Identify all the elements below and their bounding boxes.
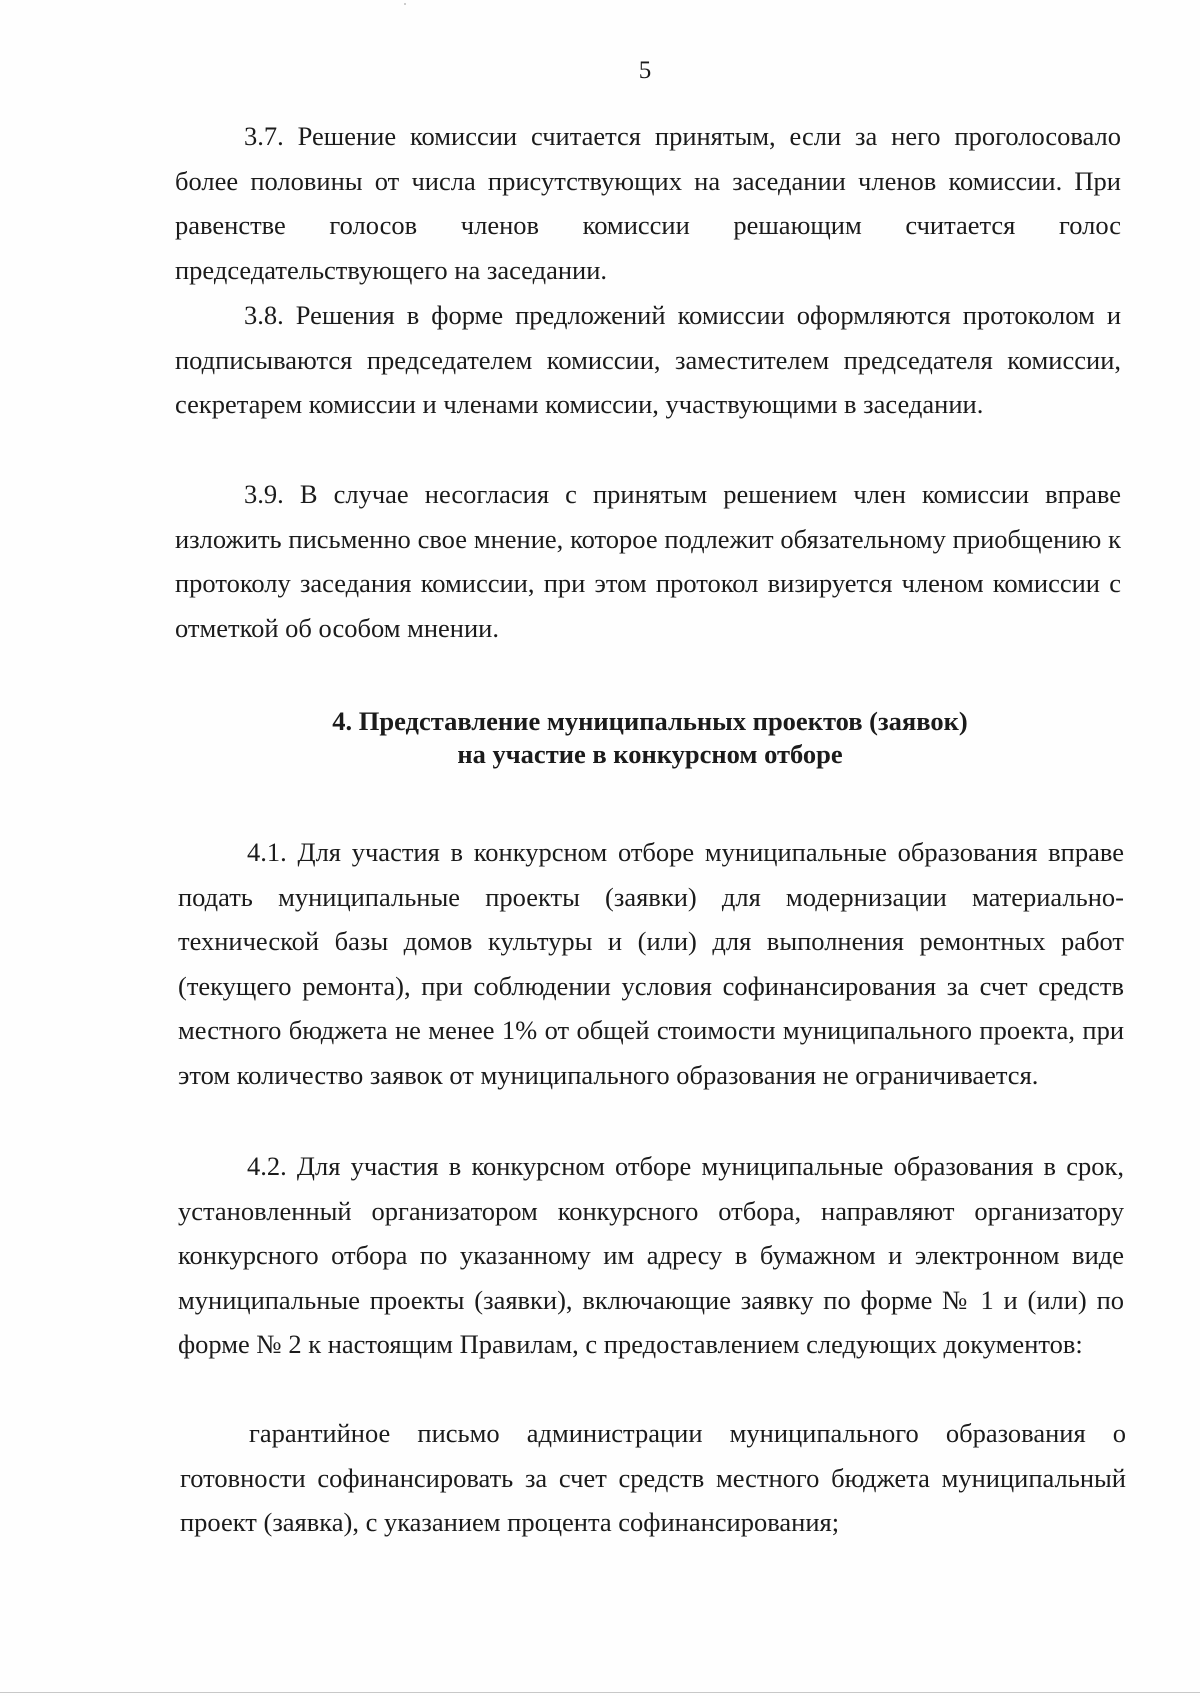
paragraph-3-9-text: 3.9. В случае несогласия с принятым решением член комиссии вправе изложить письменно свое мнение, которое подлежит обязательному приобщению к протоколу заседания комиссии, при этом протокол визируется членом комиссии с отметкой об особом мнении.	[175, 479, 1121, 643]
paragraph-4-1	[178, 830, 1124, 1097]
paragraph-4-2	[178, 1144, 1124, 1367]
paragraph-3-7	[175, 114, 1121, 292]
section-4-heading-line1: 4. Представление муниципальных проектов (заявок)	[332, 706, 968, 736]
scan-edge-line	[0, 1692, 1200, 1693]
paragraph-3-8-text: 3.8. Решения в форме предложений комиссии оформляются протоколом и подписываются председателем комиссии, заместителем председателя комиссии, секретарем комиссии и членами комиссии, участвующими в заседании.	[175, 300, 1121, 419]
paragraph-4-2-item-text: гарантийное письмо администрации муниципального образования о готовности софинансировать за счет средств местного бюджета муниципальный проект (заявка), с указанием процента софинансирования;	[180, 1418, 1126, 1537]
section-4-heading	[170, 705, 1130, 771]
scan-speck	[404, 3, 406, 5]
paragraph-3-9	[175, 472, 1121, 650]
paragraph-3-7-text: 3.7. Решение комиссии считается принятым, если за него проголосовало более половины от числа присутствующих на заседании членов комиссии. При равенстве голосов членов комиссии решающим считается голос председательствующего на заседании.	[175, 121, 1121, 285]
paragraph-3-8	[175, 293, 1121, 427]
paragraph-4-2-text: 4.2. Для участия в конкурсном отборе муниципальные образования в срок, установленный организатором конкурсного отбора, направляют организатору конкурсного отбора по указанному им адресу в бумажном и электронном виде муниципальные проекты (заявки), включающие заявку по форме № 1 и (или) по форме № 2 к настоящим Правилам, с предоставлением следующих документов:	[178, 1151, 1124, 1359]
paragraph-4-1-text: 4.1. Для участия в конкурсном отборе муниципальные образования вправе подать муниципальные проекты (заявки) для модернизации материально-технической базы домов культуры и (или) для выполнения ремонтных работ (текущего ремонта), при соблюдении условия софинансирования за счет средств местного бюджета не менее 1% от общей стоимости муниципального проекта, при этом количество заявок от муниципального образования не ограничивается.	[178, 837, 1124, 1090]
section-4-heading-line2: на участие в конкурсном отборе	[457, 739, 843, 769]
paragraph-4-2-item	[180, 1411, 1126, 1545]
page-number: 5	[638, 57, 652, 84]
